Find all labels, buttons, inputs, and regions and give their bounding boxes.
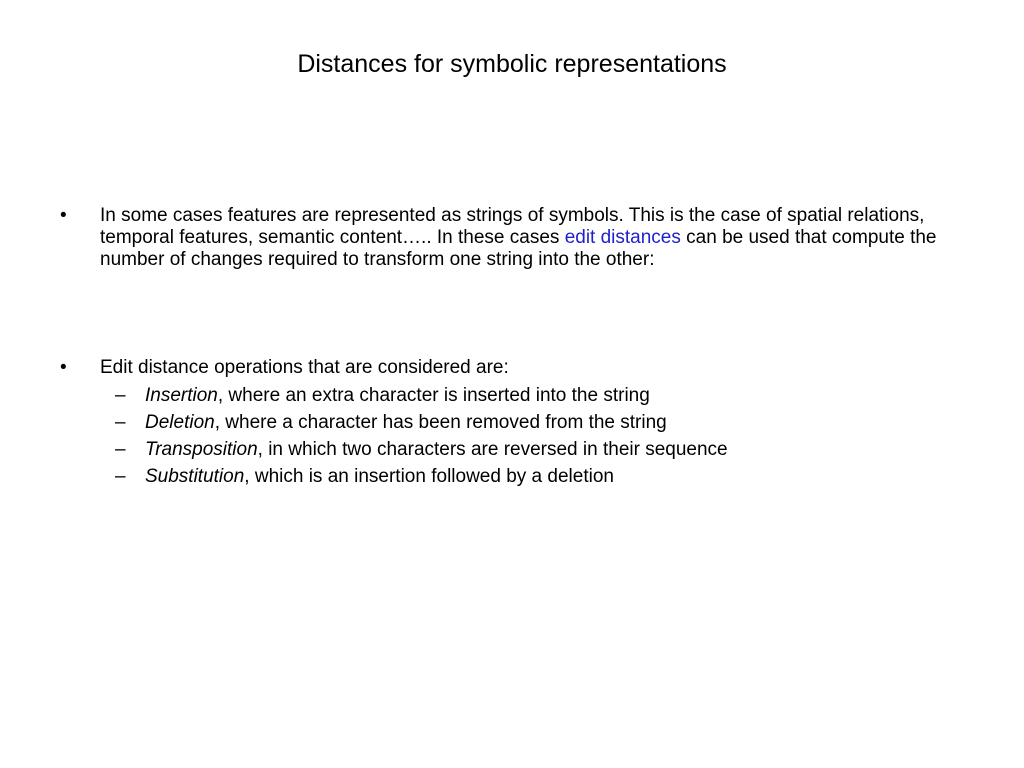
dash-marker: – [115, 385, 126, 406]
bullet-item-edit-distances [60, 205, 960, 271]
bullet-text-intro: In some cases features are represented as strings of symbols. This is the case of spatial relations, temporal features, semantic content….. In these cases [100, 205, 925, 248]
operation-term: Insertion [145, 385, 218, 406]
dash-marker: – [115, 439, 126, 460]
dash-marker: – [115, 466, 126, 487]
list-item-substitution [60, 466, 960, 493]
bullet-marker: • [60, 205, 67, 226]
bullet-text-conclusion: can be used that compute the number of changes required to transform one string into the other: [100, 227, 937, 270]
bullet-marker: • [60, 357, 67, 378]
list-item-transposition [60, 439, 960, 466]
operation-term: Deletion [145, 412, 215, 433]
operation-description: , where a character has been removed from the string [214, 412, 667, 433]
operations-list [60, 385, 960, 493]
list-item-insertion [60, 385, 960, 412]
slide-title: Distances for symbolic representations [297, 50, 727, 78]
sub-item-text [145, 466, 614, 488]
operation-term: Substitution [145, 466, 245, 487]
operation-description: , in which two characters are reversed in their sequence [257, 439, 728, 460]
sub-item-text [145, 385, 650, 407]
operation-term: Transposition [145, 439, 258, 460]
sub-item-text [145, 412, 667, 434]
list-item-deletion [60, 412, 960, 439]
operation-description: , which is an insertion followed by a deletion [244, 466, 614, 487]
bullet-item-operations [60, 357, 960, 493]
dash-marker: – [115, 412, 126, 433]
bullet-text: Edit distance operations that are considered are: [100, 357, 509, 378]
sub-item-text [145, 439, 728, 461]
bullet-text [100, 205, 960, 271]
edit-distances-highlight: edit distances [564, 227, 681, 248]
operation-description: , where an extra character is inserted into the string [217, 385, 650, 406]
